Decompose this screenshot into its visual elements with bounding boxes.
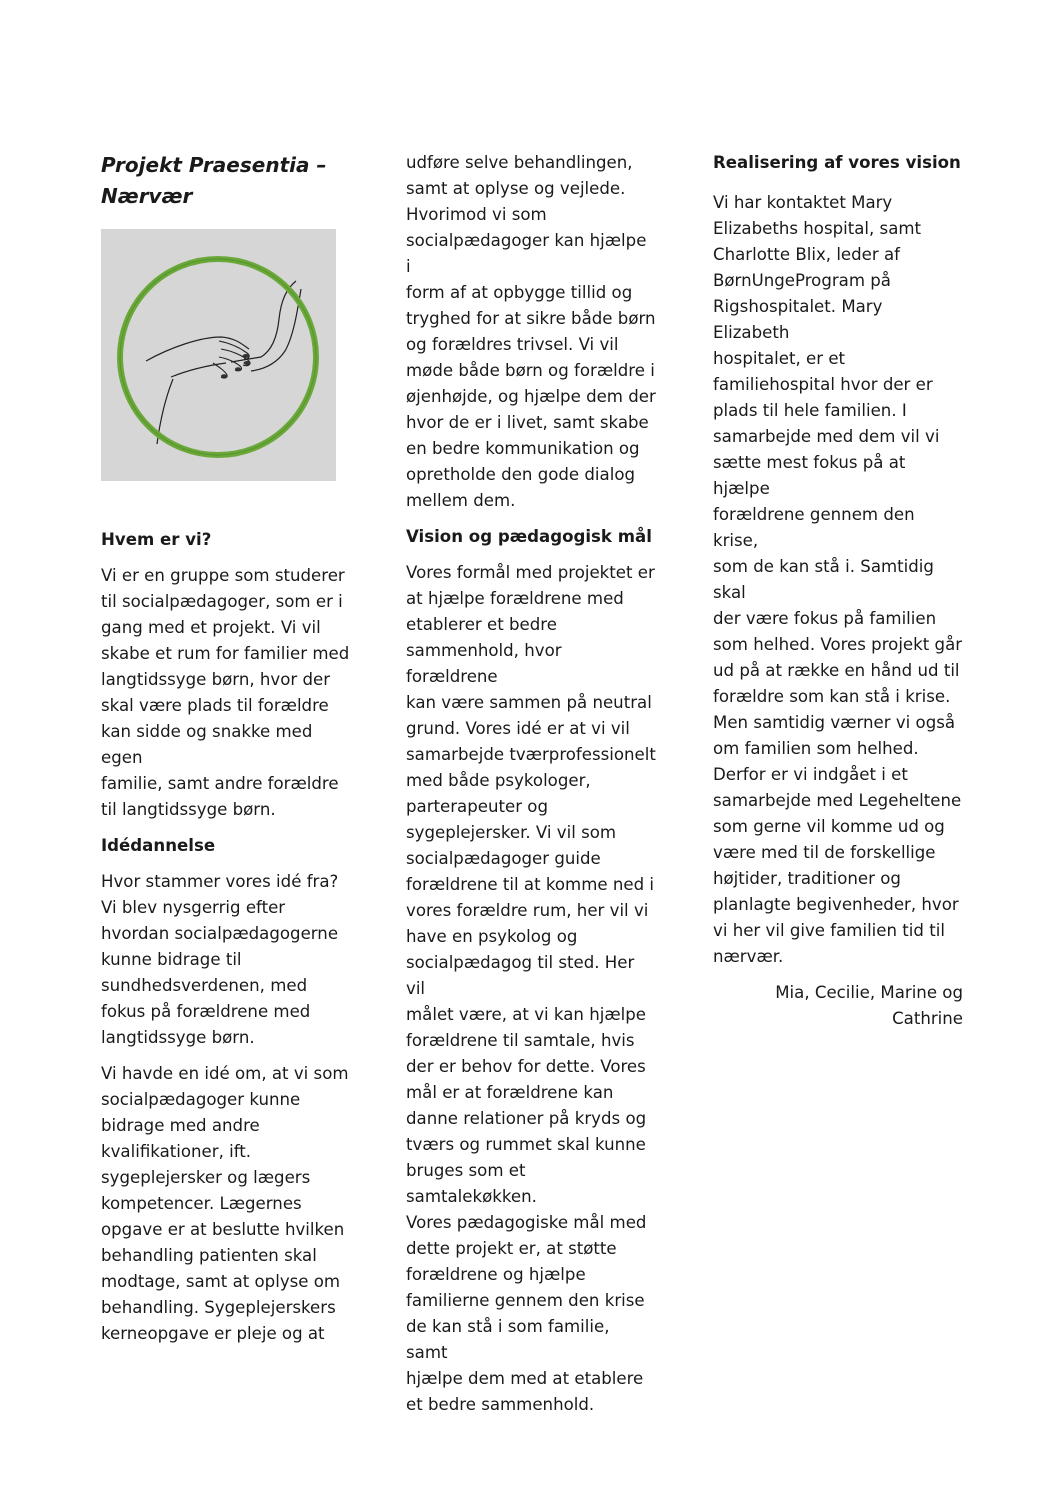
heading-vision: Vision og pædagogisk mål: [406, 527, 652, 546]
paragraph-realisering: Vi har kontaktet Mary Elizabeths hospital, samt Charlotte Blix, leder af BørnUngeProgram på Rigshospitalet. Mary Elizabeth hospitalet, er et familiehospital hvor der er plads til hele familien. I samarbejde med dem vil vi sætte mest fokus på at hjælpe forældrene gennem den krise, som de kan stå i. Samtidig skal der være fokus på familien som helhed. Vores projekt går ud på at række en hånd ud til forældre som kan stå i krise. Men samtidig værner vi også om familien som helhed. Derfor er vi indgået i et samarbejde med Legeheltene som gerne vil komme ud og være med til de forskellige højtider, traditioner og planlagte begivenheder, hvor vi her vil give familien tid til nærvær.: [713, 193, 963, 966]
heading-hvem-er-vi: Hvem er vi?: [101, 530, 212, 549]
heading-realisering: Realisering af vores vision: [713, 153, 961, 172]
paragraph-idedannelse-1: Hvor stammer vores idé fra? Vi blev nysgerrig efter hvordan socialpædagogerne kunne bidrage til sundhedsverdenen, med fokus på forældrene med langtidssyge børn.: [101, 872, 339, 1047]
signature-authors: Mia, Cecilie, Marine og Cathrine: [775, 983, 963, 1028]
column-middle: [406, 150, 656, 1428]
heading-idedannelse: Idédannelse: [101, 836, 216, 855]
paragraph-vision: Vores formål med projektet er at hjælpe forældrene med etablerer et bedre sammenhold, hvor forældrene kan være sammen på neutral grund. Vores idé er at vi vil samarbejde tværprofessionelt med både psykologer, parterapeuter og sygeplejersker. Vi vil som socialpædagoger guide forældrene til at komme ned i vores forældre rum, her vil vi have en psykolog og socialpædagog til sted. Her vil målet være, at vi kan hjælpe forældrene til samtale, hvis der er behov for dette. Vores mål er at forældrene kan danne relationer på kryds og tværs og rummet skal kunne bruges som et samtalekøkken. Vores pædagogiske mål med dette projekt er, at støtte forældrene og hjælpe familierne gennem den krise de kan stå i som familie, samt hjælpe dem med at etablere et bedre sammenhold.: [406, 563, 656, 1414]
column-left: [101, 150, 351, 1357]
hands-in-circle-illustration: [101, 229, 336, 481]
document-title: Projekt Praesentia – Nærvær: [101, 153, 327, 208]
paragraph-idedannelse-2: Vi havde en idé om, at vi som socialpædagoger kunne bidrage med andre kvalifikationer, ift. sygeplejersker og lægers kompetencer. Lægernes opgave er at beslutte hvilken behandling patienten skal modtage, samt at oplyse om behandling. Sygeplejerskers kerneopgave er pleje og at: [101, 1064, 349, 1343]
paragraph-continued: udføre selve behandlingen, samt at oplyse og vejlede. Hvorimod vi som socialpædagoger kan hjælpe i form af at opbygge tillid og tryghed for at sikre både børn og forældres trivsel. Vi vil møde både børn og forældre i øjenhøjde, og hjælpe dem der hvor de er i livet, samt skabe en bedre kommunikation og opretholde den gode dialog mellem dem.: [406, 153, 656, 510]
paragraph-hvem-er-vi: Vi er en gruppe som studerer til socialpædagoger, som er i gang med et projekt. Vi vil skabe et rum for familier med langtidssyge børn, hvor der skal være plads til forældre kan sidde og snakke med egen familie, samt andre forældre til langtidssyge børn.: [101, 566, 350, 819]
column-right: [713, 150, 963, 1032]
